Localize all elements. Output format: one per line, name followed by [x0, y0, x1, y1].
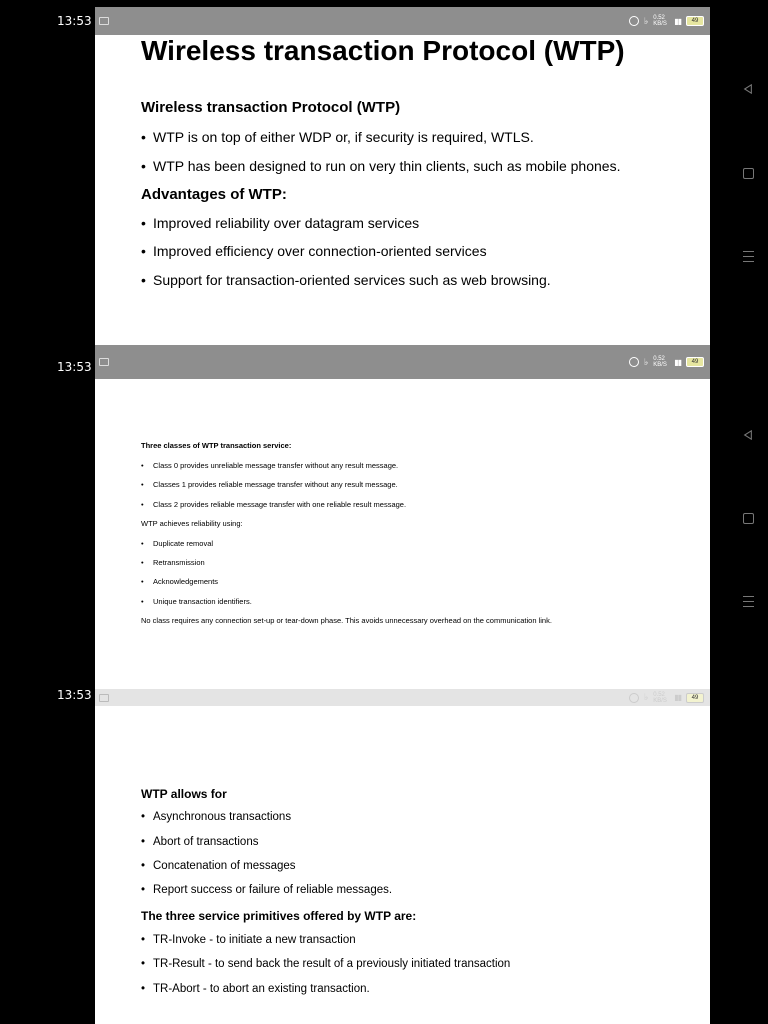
list-item [141, 215, 419, 231]
list-item [141, 934, 356, 946]
battery-icon: 49 [686, 693, 704, 703]
home-icon[interactable] [743, 168, 754, 179]
bullet-icon: • [141, 836, 146, 848]
bullet-icon: • [141, 243, 146, 259]
bullet-icon: • [141, 860, 146, 872]
bullet-icon: • [141, 958, 146, 970]
bullet-icon: • [141, 129, 146, 145]
status-time: 13:53 [57, 688, 92, 702]
list-item-text: Class 2 provides reliable message transfer with one reliable result message. [153, 500, 407, 509]
list-item [141, 539, 213, 548]
list-item [141, 597, 252, 606]
network-speed: 0.52 KB/S [653, 691, 667, 704]
list-item-text: Classes 1 provides reliable message transfer without any result message. [153, 480, 398, 489]
list-item-text: Abort of transactions [153, 836, 259, 848]
bullet-icon: • [141, 272, 146, 288]
list-item [141, 836, 258, 848]
bullet-icon: • [141, 500, 144, 509]
section-heading: Three classes of WTP transaction service: [141, 441, 292, 450]
list-item [141, 272, 551, 288]
list-item-text: WTP is on top of either WDP or, if security is required, WTLS. [153, 129, 534, 145]
home-icon[interactable] [743, 513, 754, 524]
signal-icon: ▮▮ [674, 693, 681, 702]
list-item [141, 243, 487, 259]
slide-page-3 [95, 706, 710, 1024]
network-speed: 0.52 KB/S [653, 356, 667, 368]
list-item-text: Unique transaction identifiers. [153, 597, 252, 606]
bullet-icon: • [141, 884, 146, 896]
list-item-text: Duplicate removal [153, 539, 214, 548]
section-heading: WTP allows for [141, 787, 227, 801]
notification-icon [99, 358, 109, 366]
primitives-heading: The three service primitives offered by WTP are: [141, 909, 417, 923]
page-title: Wireless transaction Protocol (WTP) [141, 35, 625, 66]
back-icon[interactable] [743, 84, 753, 94]
list-item [141, 158, 620, 174]
bullet-icon: • [141, 539, 144, 548]
battery-icon: 49 [686, 16, 704, 26]
bullet-icon: • [141, 934, 146, 946]
menu-icon[interactable] [743, 596, 754, 607]
list-item [141, 860, 296, 872]
battery-icon: 49 [686, 357, 704, 367]
bullet-icon: • [141, 577, 144, 586]
signal-icon: ▮▮ [674, 357, 681, 367]
list-item-text: Asynchronous transactions [153, 811, 292, 823]
bell-icon: ♭ [643, 356, 649, 367]
list-item [141, 500, 406, 509]
back-icon[interactable] [743, 430, 753, 440]
slide-page-2 [95, 379, 710, 689]
list-item [141, 129, 534, 145]
list-item [141, 558, 205, 567]
status-bar [95, 689, 710, 706]
list-item-text: TR-Abort - to abort an existing transaction. [153, 983, 370, 995]
bullet-icon: • [141, 597, 144, 606]
note-text: No class requires any connection set-up or tear-down phase. This avoids unnecessary overhead on the communication link. [141, 616, 552, 625]
bullet-icon: • [141, 983, 146, 995]
list-item-text: Acknowledgements [153, 577, 219, 586]
list-item [141, 577, 218, 586]
slide-page-1 [95, 35, 710, 345]
bullet-icon: • [141, 558, 144, 567]
status-time: 13:53 [57, 14, 92, 28]
network-speed: 0.52 KB/S [653, 15, 667, 27]
list-item-text: Improved reliability over datagram services [153, 215, 420, 231]
list-item [141, 884, 392, 896]
alarm-icon [629, 16, 639, 26]
status-bar [95, 345, 710, 379]
menu-icon[interactable] [743, 251, 754, 262]
list-item [141, 461, 398, 470]
bell-icon: ♭ [643, 15, 649, 26]
list-item-text: Class 0 provides unreliable message transfer without any result message. [153, 461, 399, 470]
signal-icon: ▮▮ [674, 16, 681, 26]
list-item-text: Report success or failure of reliable messages. [153, 884, 393, 896]
list-item-text: Support for transaction-oriented services such as web browsing. [153, 272, 551, 288]
list-item [141, 811, 291, 823]
bullet-icon: • [141, 215, 146, 231]
list-item-text: Retransmission [153, 558, 205, 567]
list-item-text: Improved efficiency over connection-oriented services [153, 243, 487, 259]
bell-icon: ♭ [643, 692, 649, 702]
list-item-text: WTP has been designed to run on very thin clients, such as mobile phones. [153, 158, 621, 174]
status-bar [95, 7, 710, 35]
list-item-text: Concatenation of messages [153, 860, 296, 872]
notification-icon [99, 694, 109, 702]
status-time: 13:53 [57, 360, 92, 374]
bullet-icon: • [141, 480, 144, 489]
reliability-heading: WTP achieves reliability using: [141, 519, 243, 528]
section-heading: Wireless transaction Protocol (WTP) [141, 99, 401, 116]
bullet-icon: • [141, 461, 144, 470]
list-item-text: TR-Invoke - to initiate a new transaction [153, 934, 356, 946]
bullet-icon: • [141, 811, 146, 823]
list-item [141, 958, 510, 970]
alarm-icon [629, 693, 639, 703]
bullet-icon: • [141, 158, 146, 174]
alarm-icon [629, 357, 639, 367]
advantages-heading: Advantages of WTP: [141, 186, 287, 203]
notification-icon [99, 17, 109, 25]
list-item [141, 983, 370, 995]
list-item-text: TR-Result - to send back the result of a previously initiated transaction [153, 958, 511, 970]
list-item [141, 480, 398, 489]
